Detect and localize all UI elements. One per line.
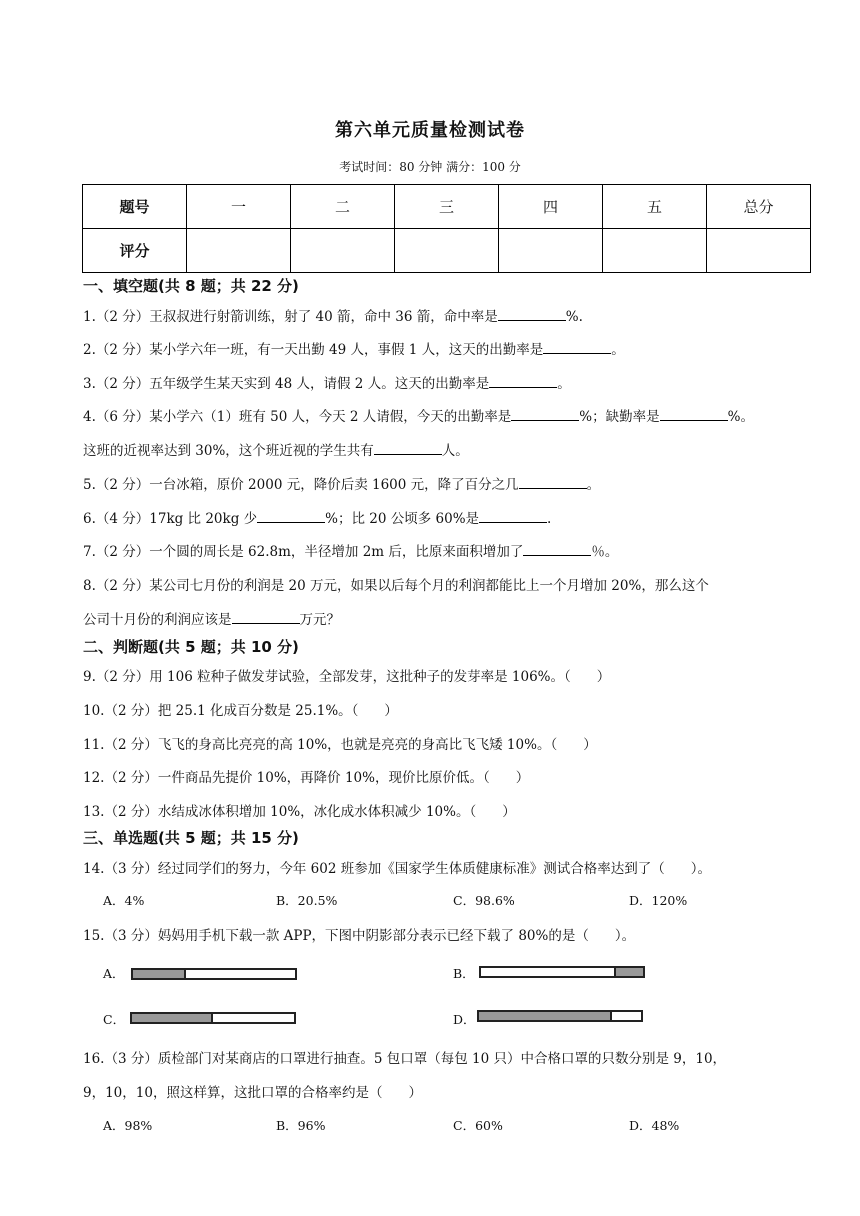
question-5: 5.（2 分）一台冰箱，原价 2000 元，降价后卖 1600 元，降了百分之几 。 [83, 473, 600, 493]
score-table-header: 四 [499, 185, 603, 229]
progress-bar-c [130, 1012, 296, 1024]
question-6: 6.（4 分）17kg 比 20kg 少 %；比 20 公顷多 60%是 . [83, 507, 551, 527]
option-b[interactable]: B． [453, 966, 475, 981]
score-cell[interactable] [187, 229, 291, 273]
score-cell[interactable] [707, 229, 811, 273]
option-c[interactable]: C． [103, 1012, 126, 1027]
section-heading: 三、单选题(共 5 题；共 15 分) [83, 829, 299, 847]
option-d[interactable]: D．120% [629, 893, 688, 908]
score-table-header: 五 [603, 185, 707, 229]
question-16-cont: 9，10，10，照这样算，这批口罩的合格率约是（ ） [83, 1085, 422, 1101]
score-table-header-row [83, 185, 811, 229]
progress-fill-c [132, 1014, 213, 1022]
question-1: 1.（2 分）王叔叔进行射箭训练，射了 40 箭，命中 36 箭，命中率是 %. [83, 305, 583, 325]
score-table-header: 题号 [83, 185, 187, 229]
progress-fill-d [479, 1012, 612, 1020]
answer-blank[interactable] [374, 440, 442, 455]
answer-blank[interactable] [498, 306, 566, 321]
option-a[interactable]: A． [103, 966, 125, 981]
option-c[interactable]: C．98.6% [453, 893, 515, 908]
answer-blank[interactable] [519, 474, 587, 489]
option-a[interactable]: A．4% [103, 893, 145, 908]
option-b[interactable]: B．20.5% [276, 893, 338, 908]
progress-fill-b [614, 968, 643, 976]
question-14: 14.（3 分）经过同学们的努力，今年 602 班参加《国家学生体质健康标准》测试合格率达到了（ ）。 [83, 861, 711, 877]
page-title: 第六单元质量检测试卷 [335, 120, 525, 141]
progress-bar-d [477, 1010, 643, 1022]
question-13: 13.（2 分）水结成冰体积增加 10%，冰化成水体积减少 10%。（ ） [83, 804, 516, 820]
question-4: 4.（6 分）某小学六（1）班有 50 人，今天 2 人请假，今天的出勤率是 %；缺勤率是 %。 [83, 405, 754, 425]
progress-bar-b [479, 966, 645, 978]
progress-fill-a [133, 970, 186, 978]
option-c[interactable]: C．60% [453, 1118, 503, 1133]
score-row-label: 评分 [83, 229, 187, 273]
option-d[interactable]: D．48% [629, 1118, 680, 1133]
score-table-score-row [83, 229, 811, 273]
score-table-header: 二 [291, 185, 395, 229]
score-cell[interactable] [395, 229, 499, 273]
answer-blank[interactable] [489, 373, 557, 388]
question-15: 15.（3 分）妈妈用手机下载一款 APP，下图中阴影部分表示已经下载了 80%的是（ ）。 [83, 928, 636, 944]
answer-blank[interactable] [232, 609, 300, 624]
section-heading: 一、填空题(共 8 题；共 22 分) [83, 277, 299, 295]
option-a[interactable]: A．98% [103, 1118, 153, 1133]
question-8-cont: 公司十月份的利润应该是 万元？ [83, 608, 340, 628]
option-d[interactable]: D． [453, 1012, 476, 1027]
score-table-header: 三 [395, 185, 499, 229]
question-2: 2.（2 分）某小学六年一班，有一天出勤 49 人，事假 1 人，这天的出勤率是 。 [83, 338, 625, 358]
answer-blank[interactable] [511, 406, 579, 421]
question-4-cont: 这班的近视率达到 30%，这个班近视的学生共有 人。 [83, 439, 469, 459]
question-16: 16.（3 分）质检部门对某商店的口罩进行抽查。5 包口罩（每包 10 只）中合格口罩的只数分别是 9，10， [83, 1051, 727, 1067]
exam-info: 考试时间：80 分钟 满分：100 分 [339, 160, 521, 174]
answer-blank[interactable] [660, 406, 728, 421]
answer-blank[interactable] [523, 541, 591, 556]
question-9: 9.（2 分）用 106 粒种子做发芽试验，全部发芽，这批种子的发芽率是 106%。（ ） [83, 669, 611, 685]
answer-blank[interactable] [257, 508, 325, 523]
score-table-header: 一 [187, 185, 291, 229]
score-table-header: 总分 [707, 185, 811, 229]
question-12: 12.（2 分）一件商品先提价 10%，再降价 10%，现价比原价低。（ ） [83, 770, 530, 786]
score-cell[interactable] [499, 229, 603, 273]
question-10: 10.（2 分）把 25.1 化成百分数是 25.1%。（ ） [83, 703, 398, 719]
answer-blank[interactable] [543, 339, 611, 354]
section-heading: 二、判断题(共 5 题；共 10 分) [83, 638, 299, 656]
question-3: 3.（2 分）五年级学生某天实到 48 人，请假 2 人。这天的出勤率是 。 [83, 372, 571, 392]
progress-bar-a [131, 968, 297, 980]
option-b[interactable]: B．96% [276, 1118, 326, 1133]
answer-blank[interactable] [479, 508, 547, 523]
question-7: 7.（2 分）一个圆的周长是 62.8m，半径增加 2m 后，比原来面积增加了 ％。 [83, 540, 618, 560]
question-11: 11.（2 分）飞飞的身高比亮亮的高 10%，也就是亮亮的身高比飞飞矮 10%。（ ） [83, 737, 597, 753]
score-cell[interactable] [291, 229, 395, 273]
score-table [82, 184, 811, 273]
question-8: 8.（2 分）某公司七月份的利润是 20 万元，如果以后每个月的利润都能比上一个月增加 20%，那么这个 [83, 578, 709, 594]
score-cell[interactable] [603, 229, 707, 273]
